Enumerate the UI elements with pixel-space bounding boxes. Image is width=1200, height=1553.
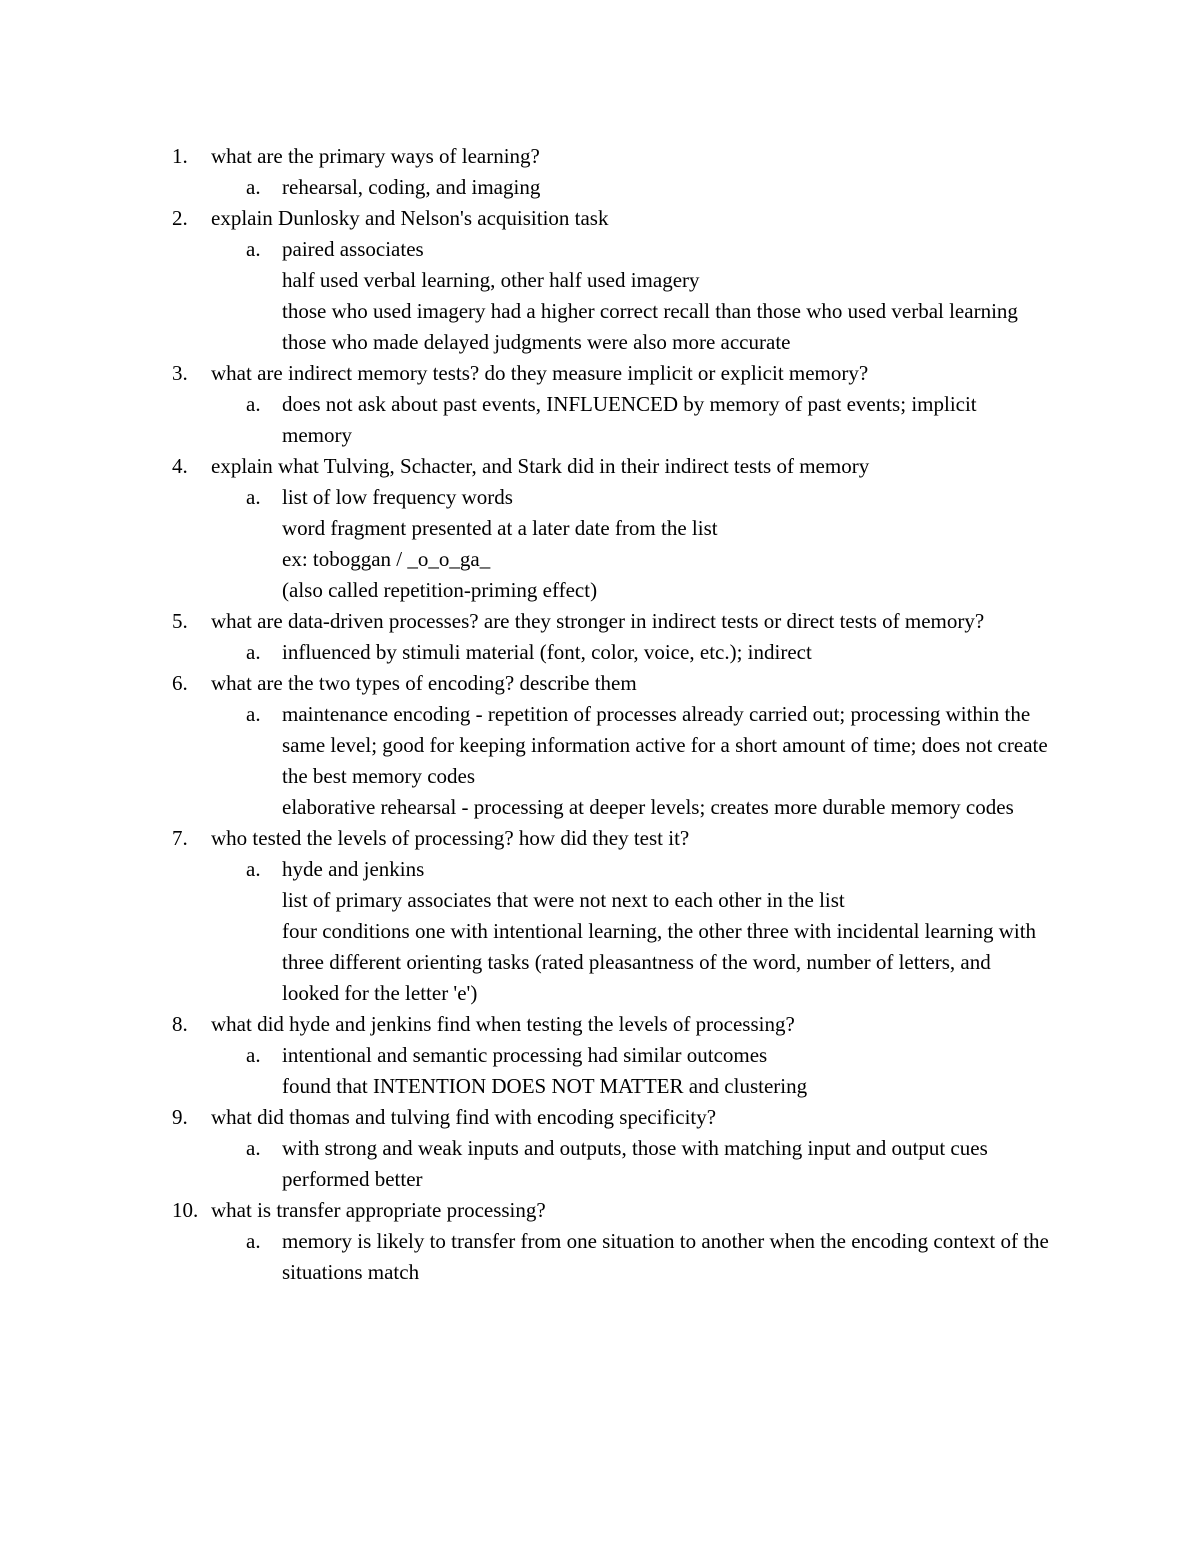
answer-line: with strong and weak inputs and outputs, those with matching input and output cues performed better <box>282 1136 988 1191</box>
answer-item <box>0 1133 1049 1195</box>
answer-letter: a. <box>246 175 261 199</box>
answer-line: hyde and jenkins <box>282 857 425 881</box>
question-number: 10. <box>172 1198 199 1222</box>
question-text: explain Dunlosky and Nelson's acquisition task <box>211 206 609 230</box>
answer-line: maintenance encoding - repetition of processes already carried out; processing within the same level; good for keeping information active for a short amount of time; does not create the best memory codes <box>282 702 1048 788</box>
answer-letter: a. <box>246 1229 261 1253</box>
answer-line: (also called repetition-priming effect) <box>282 578 598 602</box>
answer-item <box>0 637 1049 668</box>
answer-item <box>0 389 1049 451</box>
question-number: 9. <box>172 1105 188 1129</box>
answer-line: those who made delayed judgments were also more accurate <box>282 330 791 354</box>
question-text: what are the two types of encoding? describe them <box>211 671 637 695</box>
question-item <box>0 823 1049 854</box>
question-item <box>0 1009 1049 1040</box>
answer-item <box>0 699 1049 823</box>
answer-line: does not ask about past events, INFLUENCED by memory of past events; implicit memory <box>282 392 977 447</box>
answer-letter: a. <box>246 857 261 881</box>
answer-item <box>0 854 1049 1009</box>
answer-line: four conditions one with intentional learning, the other three with incidental learning with three different orienting tasks (rated pleasantness of the word, number of letters, and looked for the letter 'e') <box>282 919 1037 1005</box>
answer-item <box>0 1040 1049 1102</box>
question-number: 4. <box>172 454 188 478</box>
answer-line: influenced by stimuli material (font, color, voice, etc.); indirect <box>282 640 812 664</box>
answer-line: paired associates <box>282 237 424 261</box>
answer-line: found that INTENTION DOES NOT MATTER and clustering <box>282 1074 808 1098</box>
document-body <box>0 141 1200 1288</box>
question-number: 8. <box>172 1012 188 1036</box>
question-text: who tested the levels of processing? how did they test it? <box>211 826 690 850</box>
question-item <box>0 1195 1049 1226</box>
question-number: 2. <box>172 206 188 230</box>
question-number: 7. <box>172 826 188 850</box>
answer-letter: a. <box>246 392 261 416</box>
question-number: 3. <box>172 361 188 385</box>
answer-letter: a. <box>246 237 261 261</box>
answer-letter: a. <box>246 640 261 664</box>
question-item <box>0 358 1049 389</box>
question-item <box>0 1102 1049 1133</box>
question-text: what did thomas and tulving find with encoding specificity? <box>211 1105 717 1129</box>
question-item <box>0 451 1049 482</box>
answer-letter: a. <box>246 1043 261 1067</box>
answer-line: intentional and semantic processing had similar outcomes <box>282 1043 768 1067</box>
answer-line: half used verbal learning, other half used imagery <box>282 268 700 292</box>
answer-item <box>0 1226 1049 1288</box>
answer-line: ex: toboggan / _o_o_ga_ <box>282 547 491 571</box>
answer-item <box>0 172 1049 203</box>
question-number: 6. <box>172 671 188 695</box>
answer-item <box>0 234 1049 358</box>
answer-line: elaborative rehearsal - processing at deeper levels; creates more durable memory codes <box>282 795 1014 819</box>
question-item <box>0 606 1049 637</box>
question-number: 1. <box>172 144 188 168</box>
question-item <box>0 141 1049 172</box>
answer-line: rehearsal, coding, and imaging <box>282 175 541 199</box>
question-item <box>0 668 1049 699</box>
answer-line: memory is likely to transfer from one situation to another when the encoding context of the situations match <box>282 1229 1049 1284</box>
answer-line: those who used imagery had a higher correct recall than those who used verbal learning <box>282 299 1018 323</box>
question-item <box>0 203 1049 234</box>
answer-letter: a. <box>246 1136 261 1160</box>
answer-letter: a. <box>246 485 261 509</box>
question-text: what are indirect memory tests? do they measure implicit or explicit memory? <box>211 361 869 385</box>
answer-line: list of low frequency words <box>282 485 513 509</box>
question-number: 5. <box>172 609 188 633</box>
question-text: what is transfer appropriate processing? <box>211 1198 546 1222</box>
answer-line: list of primary associates that were not next to each other in the list <box>282 888 845 912</box>
answer-line: word fragment presented at a later date from the list <box>282 516 718 540</box>
question-text: what did hyde and jenkins find when testing the levels of processing? <box>211 1012 795 1036</box>
question-text: what are the primary ways of learning? <box>211 144 540 168</box>
answer-letter: a. <box>246 702 261 726</box>
question-text: what are data-driven processes? are they stronger in indirect tests or direct tests of memory? <box>211 609 985 633</box>
answer-item <box>0 482 1049 606</box>
question-text: explain what Tulving, Schacter, and Stark did in their indirect tests of memory <box>211 454 870 478</box>
